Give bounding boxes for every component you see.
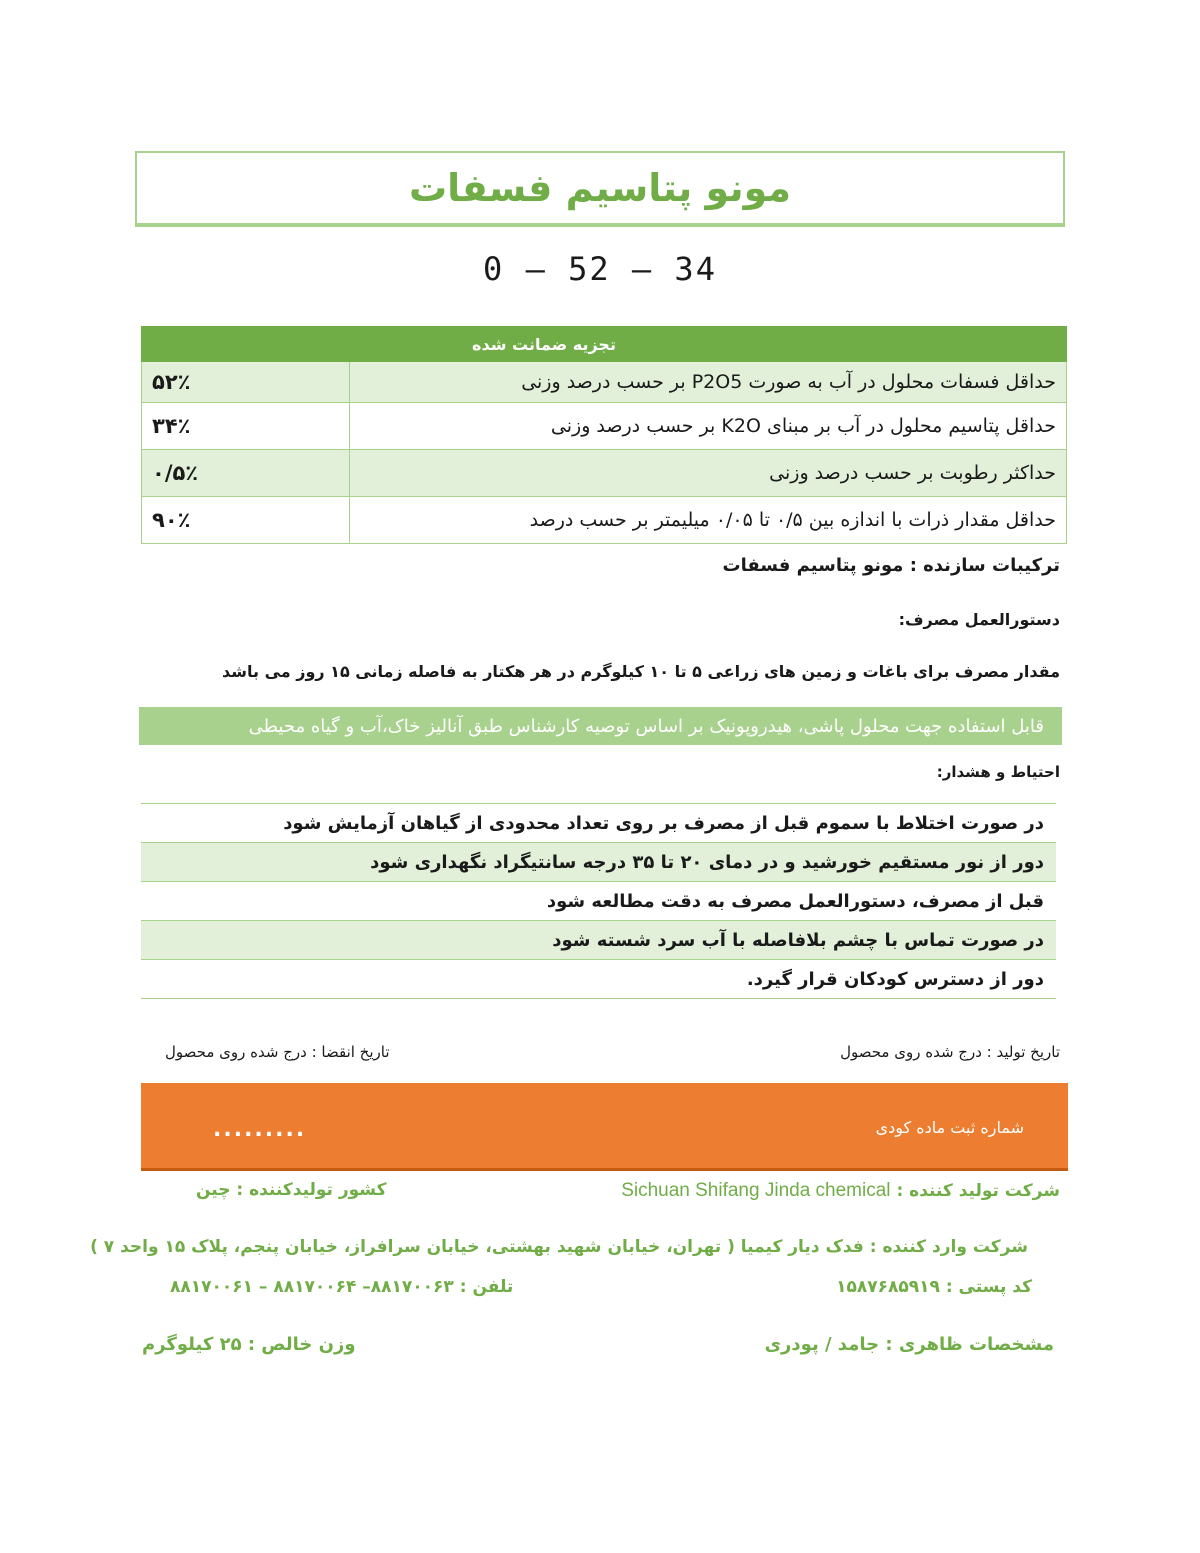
- title-box: [135, 151, 1065, 227]
- analysis-row: [142, 403, 1067, 450]
- origin-country: کشور تولیدکننده : چین: [196, 1180, 387, 1200]
- warning-item: [141, 960, 1056, 999]
- analysis-label: حداکثر رطوبت بر حسب درصد وزنی: [350, 450, 1067, 497]
- guaranteed-analysis-table: [141, 326, 1067, 544]
- registration-label: شماره ثبت ماده کودی: [875, 1118, 1024, 1137]
- manufacturer-label: شرکت تولید کننده :: [896, 1181, 1060, 1201]
- expiry-date: تاریخ انقضا : درج شده روی محصول: [165, 1043, 390, 1061]
- phone: تلفن : ۸۸۱۷۰۰۶۳– ۸۸۱۷۰۰۶۴ – ۸۸۱۷۰۰۶۱: [170, 1277, 514, 1297]
- importer: شرکت وارد کننده : فدک دیار کیمیا ( تهران، خیابان شهید بهشتی، خیابان سرافراز، خیابان پنجم، پلاک ۱۵ واحد ۷ ): [90, 1237, 1028, 1257]
- analysis-value: ۵۲٪: [142, 362, 350, 403]
- warnings-list: [141, 803, 1056, 999]
- usage-banner-text: قابل استفاده جهت محلول پاشی، هیدروپونیک بر اساس توصیه کارشناس طبق آنالیز خاک،آب و گیاه محیطی: [248, 715, 1044, 737]
- usage-banner: [139, 707, 1062, 745]
- warning-item: [141, 804, 1056, 843]
- net-weight: وزن خالص : ۲۵ کیلوگرم: [142, 1334, 356, 1355]
- npk-formula: 0 – 52 – 34: [483, 250, 717, 288]
- analysis-label: حداقل فسفات محلول در آب به صورت P2O5 بر حسب درصد وزنی: [350, 362, 1067, 403]
- warning-text: در صورت اختلاط با سموم قبل از مصرف بر روی تعداد محدودی از گیاهان آزمایش شود: [141, 804, 1056, 843]
- warning-text: قبل از مصرف، دستورالعمل مصرف به دقت مطالعه شود: [141, 882, 1056, 921]
- appearance: مشخصات ظاهری : جامد / پودری: [764, 1334, 1054, 1355]
- analysis-row: [142, 497, 1067, 544]
- analysis-value: ۳۴٪: [142, 403, 350, 450]
- production-date: تاریخ تولید : درج شده روی محصول: [840, 1043, 1060, 1061]
- ingredients: ترکیبات سازنده : مونو پتاسیم فسفات: [722, 555, 1060, 576]
- product-title: مونو پتاسیم فسفات: [409, 166, 791, 210]
- warning-text: در صورت تماس با چشم بلافاصله با آب سرد شسته شود: [141, 921, 1056, 960]
- analysis-row: [142, 362, 1067, 403]
- manufacturer: [621, 1180, 1060, 1202]
- warning-item: [141, 843, 1056, 882]
- registration-number: .........: [213, 1117, 307, 1142]
- warning-item: [141, 921, 1056, 960]
- analysis-label: حداقل مقدار ذرات با اندازه بین ۰/۵ تا ۰/۰۵ میلیمتر بر حسب درصد: [350, 497, 1067, 544]
- postal-code: کد پستی : ۱۵۸۷۶۸۵۹۱۹: [836, 1277, 1032, 1297]
- warning-text: دور از دسترس کودکان قرار گیرد.: [141, 960, 1056, 999]
- registration-bar: [141, 1083, 1068, 1171]
- usage-title: دستورالعمل مصرف:: [898, 610, 1060, 629]
- warning-item: [141, 882, 1056, 921]
- analysis-value: ۰/۵٪: [142, 450, 350, 497]
- warning-text: دور از نور مستقیم خورشید و در دمای ۲۰ تا ۳۵ درجه سانتیگراد نگهداری شود: [141, 843, 1056, 882]
- manufacturer-name: Sichuan Shifang Jinda chemical: [621, 1180, 891, 1201]
- analysis-header: [142, 327, 1067, 362]
- warnings-title: احتیاط و هشدار:: [936, 763, 1060, 781]
- analysis-header-label: تجزیه ضمانت شده: [472, 334, 616, 354]
- analysis-value: ۹۰٪: [142, 497, 350, 544]
- analysis-label: حداقل پتاسیم محلول در آب بر مبنای K2O بر حسب درصد وزنی: [350, 403, 1067, 450]
- usage-text: مقدار مصرف برای باغات و زمین های زراعی ۵ تا ۱۰ کیلوگرم در هر هکتار به فاصله زمانی ۱۵ روز می باشد: [222, 662, 1060, 681]
- analysis-row: [142, 450, 1067, 497]
